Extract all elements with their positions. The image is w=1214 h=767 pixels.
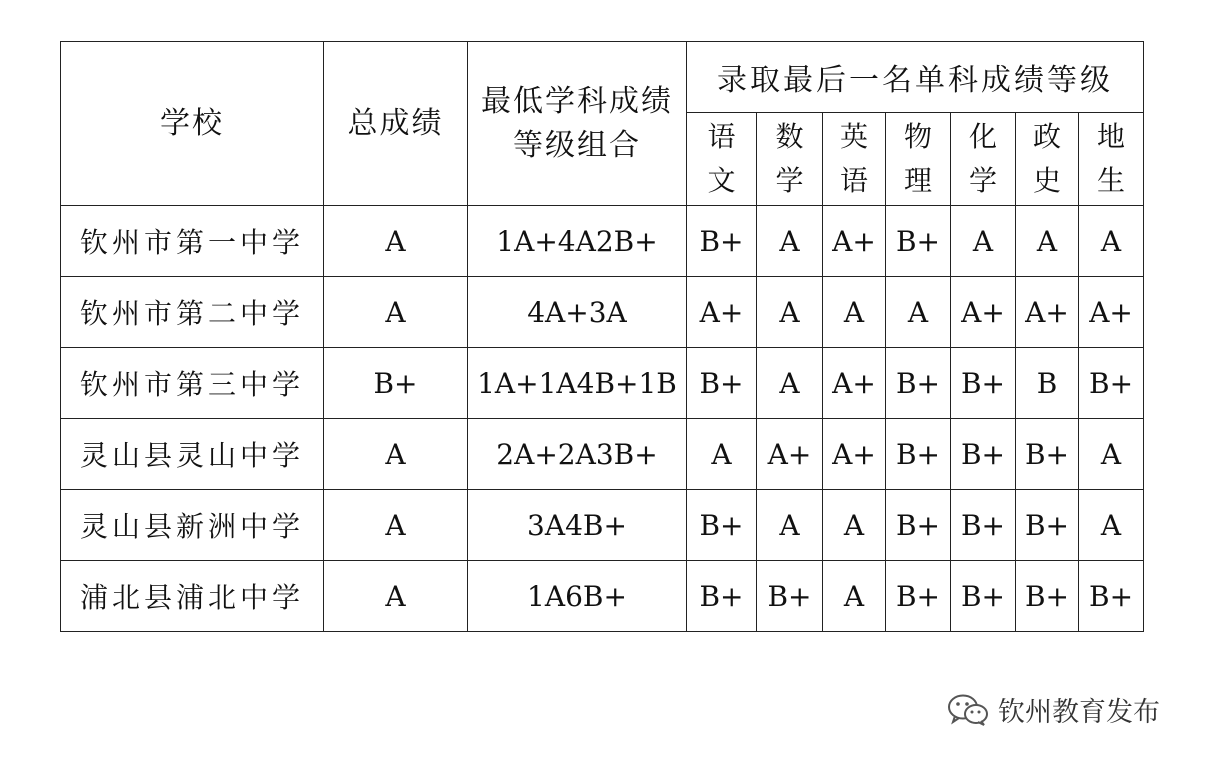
cell-grade: A+ bbox=[687, 277, 757, 348]
cell-total: A bbox=[324, 561, 468, 632]
header-subject-char: 史 bbox=[1032, 164, 1061, 197]
table-row bbox=[61, 561, 1144, 632]
table-row bbox=[61, 277, 1144, 348]
cell-grade: B+ bbox=[687, 490, 757, 561]
cell-grade: A bbox=[757, 348, 823, 419]
admission-grades-table bbox=[60, 41, 1144, 632]
table-row bbox=[61, 348, 1144, 419]
cell-school: 钦州市第三中学 bbox=[61, 348, 324, 419]
cell-grade: A+ bbox=[951, 277, 1016, 348]
cell-total: A bbox=[324, 419, 468, 490]
cell-combo: 1A6B+ bbox=[468, 561, 687, 632]
header-subject-group: 录取最后一名单科成绩等级 bbox=[687, 42, 1144, 113]
header-subject-char: 政 bbox=[1032, 120, 1061, 153]
cell-grade: B+ bbox=[687, 561, 757, 632]
cell-grade: A bbox=[687, 419, 757, 490]
header-subject-1 bbox=[757, 113, 823, 206]
cell-grade: A bbox=[823, 490, 886, 561]
header-subject-char: 文 bbox=[707, 164, 736, 197]
header-subject-char: 英 bbox=[839, 120, 868, 153]
cell-total: B+ bbox=[324, 348, 468, 419]
header-subject-char: 语 bbox=[839, 164, 868, 197]
header-subject-5 bbox=[1016, 113, 1079, 206]
wechat-icon bbox=[946, 692, 990, 728]
cell-total: A bbox=[324, 206, 468, 277]
header-total: 总成绩 bbox=[324, 42, 468, 206]
cell-school: 浦北县浦北中学 bbox=[61, 561, 324, 632]
cell-grade: A+ bbox=[823, 206, 886, 277]
cell-combo: 3A4B+ bbox=[468, 490, 687, 561]
cell-grade: B+ bbox=[951, 490, 1016, 561]
cell-school: 灵山县新洲中学 bbox=[61, 490, 324, 561]
table-row bbox=[61, 490, 1144, 561]
cell-grade: A bbox=[1079, 490, 1144, 561]
cell-grade: A bbox=[823, 277, 886, 348]
cell-grade: B+ bbox=[1016, 490, 1079, 561]
header-subject-4 bbox=[951, 113, 1016, 206]
header-subject-char: 地 bbox=[1097, 120, 1126, 153]
header-subject-char: 理 bbox=[903, 164, 932, 197]
table-row bbox=[61, 206, 1144, 277]
cell-grade: A bbox=[886, 277, 951, 348]
cell-grade: A+ bbox=[823, 419, 886, 490]
header-subject-char: 学 bbox=[968, 164, 997, 197]
cell-grade: B+ bbox=[886, 419, 951, 490]
cell-grade: B+ bbox=[886, 490, 951, 561]
cell-combo: 2A+2A3B+ bbox=[468, 419, 687, 490]
header-school: 学校 bbox=[61, 42, 324, 206]
cell-grade: B+ bbox=[951, 561, 1016, 632]
cell-grade: B+ bbox=[951, 348, 1016, 419]
cell-grade: B+ bbox=[687, 348, 757, 419]
cell-grade: A bbox=[951, 206, 1016, 277]
cell-grade: A bbox=[757, 277, 823, 348]
cell-combo: 1A+4A2B+ bbox=[468, 206, 687, 277]
header-subject-char: 数 bbox=[775, 120, 804, 153]
cell-grade: B+ bbox=[951, 419, 1016, 490]
header-subject-6 bbox=[1079, 113, 1144, 206]
header-subject-char: 生 bbox=[1097, 164, 1126, 197]
cell-grade: A bbox=[1079, 206, 1144, 277]
cell-grade: B+ bbox=[687, 206, 757, 277]
cell-grade: B bbox=[1016, 348, 1079, 419]
cell-school: 灵山县灵山中学 bbox=[61, 419, 324, 490]
cell-grade: A bbox=[757, 206, 823, 277]
cell-total: A bbox=[324, 490, 468, 561]
cell-grade: B+ bbox=[1016, 561, 1079, 632]
cell-grade: A bbox=[823, 561, 886, 632]
cell-total: A bbox=[324, 277, 468, 348]
cell-school: 钦州市第二中学 bbox=[61, 277, 324, 348]
cell-grade: A+ bbox=[1016, 277, 1079, 348]
cell-grade: B+ bbox=[886, 348, 951, 419]
watermark bbox=[946, 690, 1160, 729]
header-subject-char: 学 bbox=[775, 164, 804, 197]
header-subject-2 bbox=[823, 113, 886, 206]
cell-school: 钦州市第一中学 bbox=[61, 206, 324, 277]
cell-grade: A bbox=[757, 490, 823, 561]
cell-grade: B+ bbox=[1079, 561, 1144, 632]
header-subject-3 bbox=[886, 113, 951, 206]
cell-grade: B+ bbox=[886, 561, 951, 632]
table-row bbox=[61, 419, 1144, 490]
header-combo-line1: 最低学科成绩 bbox=[481, 83, 673, 119]
header-subject-char: 物 bbox=[903, 120, 932, 153]
cell-combo: 1A+1A4B+1B bbox=[468, 348, 687, 419]
cell-grade: A bbox=[1079, 419, 1144, 490]
header-combo-line2: 等级组合 bbox=[513, 127, 641, 163]
cell-grade: B+ bbox=[757, 561, 823, 632]
cell-grade: A bbox=[1016, 206, 1079, 277]
cell-grade: B+ bbox=[886, 206, 951, 277]
cell-grade: A+ bbox=[823, 348, 886, 419]
cell-grade: B+ bbox=[1079, 348, 1144, 419]
header-combo bbox=[468, 42, 687, 206]
watermark-text: 钦州教育发布 bbox=[998, 697, 1160, 728]
header-subject-0 bbox=[687, 113, 757, 206]
cell-grade: A+ bbox=[757, 419, 823, 490]
cell-grade: B+ bbox=[1016, 419, 1079, 490]
cell-combo: 4A+3A bbox=[468, 277, 687, 348]
cell-grade: A+ bbox=[1079, 277, 1144, 348]
header-subject-char: 语 bbox=[707, 120, 736, 153]
header-subject-char: 化 bbox=[968, 120, 997, 153]
